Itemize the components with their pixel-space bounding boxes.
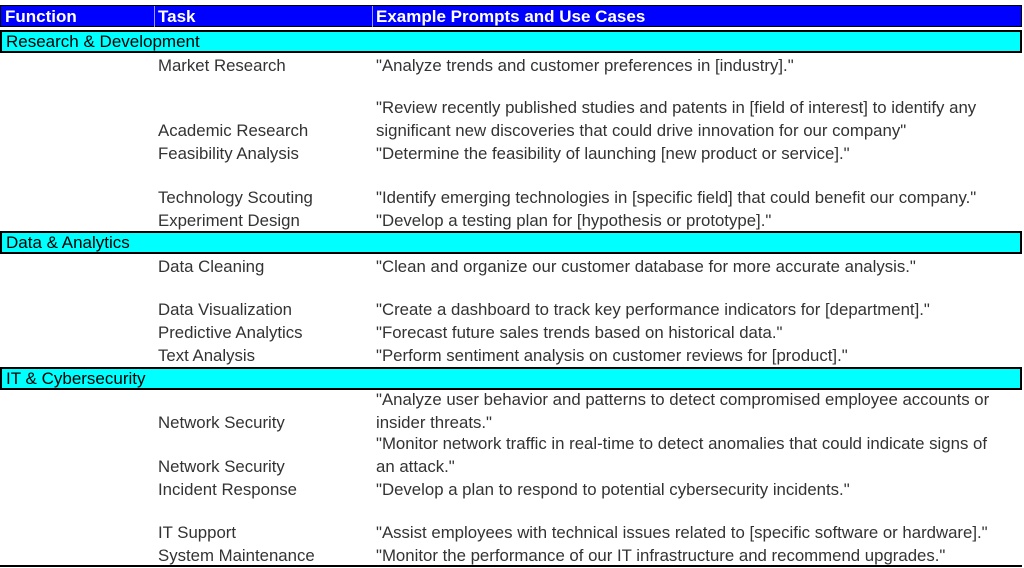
section-row-it [0, 367, 1022, 390]
header-divider [154, 6, 155, 27]
task-cell: Data Visualization [158, 300, 293, 319]
prompt-cell: "Analyze user behavior and patterns to detect compromised employee accounts or [376, 390, 990, 409]
task-cell: Data Cleaning [158, 257, 265, 276]
prompt-cell: "Assist employees with technical issues related to [specific software or hardware]." [376, 523, 988, 542]
header-task: Task [158, 7, 196, 26]
task-cell: Network Security [158, 457, 285, 476]
prompt-cell: "Clean and organize our customer database for more accurate analysis." [376, 257, 916, 276]
prompt-cell: significant new discoveries that could drive innovation for our company" [376, 121, 907, 140]
task-cell: Experiment Design [158, 211, 300, 230]
task-cell: Market Research [158, 56, 286, 75]
prompt-cell: "Develop a testing plan for [hypothesis or prototype]." [376, 211, 772, 230]
prompt-cell: "Develop a plan to respond to potential cybersecurity incidents." [376, 480, 850, 499]
prompt-cell: "Determine the feasibility of launching [new product or service]." [376, 144, 850, 163]
prompt-cell: "Forecast future sales trends based on historical data." [376, 323, 783, 342]
task-cell: Predictive Analytics [158, 323, 303, 342]
section-title: IT & Cybersecurity [6, 369, 146, 388]
section-row-research [0, 30, 1022, 53]
table-bottom-border [0, 565, 1022, 567]
section-row-data [0, 231, 1022, 254]
task-cell: Network Security [158, 413, 285, 432]
header-divider [372, 6, 373, 27]
prompt-cell: "Analyze trends and customer preferences in [industry]." [376, 56, 794, 75]
table-header-row [0, 5, 1022, 27]
prompt-cell: "Identify emerging technologies in [specific field] that could benefit our company." [376, 188, 977, 207]
prompt-cell: an attack." [376, 457, 455, 476]
prompt-cell: insider threats." [376, 413, 493, 432]
prompt-cell: "Monitor network traffic in real-time to detect anomalies that could indicate signs of [376, 434, 987, 453]
task-cell: Text Analysis [158, 346, 255, 365]
prompt-cell: "Create a dashboard to track key performance indicators for [department]." [376, 300, 930, 319]
header-function: Function [5, 7, 77, 26]
section-title: Research & Development [6, 32, 200, 51]
prompt-cell: "Perform sentiment analysis on customer reviews for [product]." [376, 346, 848, 365]
task-cell: System Maintenance [158, 546, 315, 565]
prompt-cell: "Review recently published studies and patents in [field of interest] to identify any [376, 98, 977, 117]
task-cell: Academic Research [158, 121, 309, 140]
prompt-cell: "Monitor the performance of our IT infrastructure and recommend upgrades." [376, 546, 946, 565]
header-prompts: Example Prompts and Use Cases [376, 7, 646, 26]
task-cell: Technology Scouting [158, 188, 313, 207]
task-cell: Feasibility Analysis [158, 144, 299, 163]
task-cell: Incident Response [158, 480, 298, 499]
section-title: Data & Analytics [6, 233, 130, 252]
task-cell: IT Support [158, 523, 237, 542]
